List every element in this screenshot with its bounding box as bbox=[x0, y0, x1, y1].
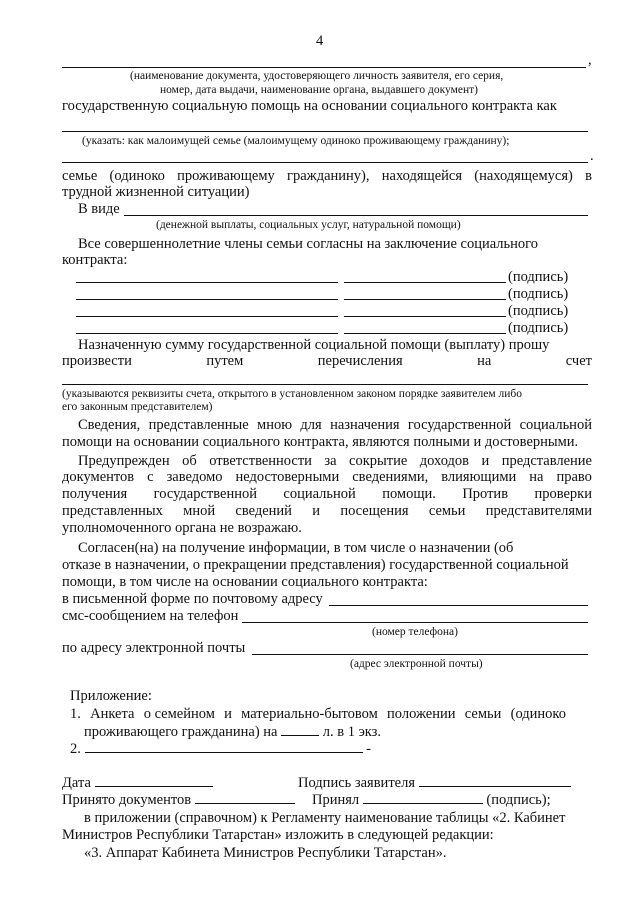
signature-label: (подпись) bbox=[508, 320, 569, 336]
annex-3: «3. Аппарат Кабинета Министров Республики Татарстан». bbox=[84, 845, 447, 861]
signature-label: (подпись) bbox=[508, 269, 569, 285]
consent-3: помощи, в том числе на основании социального контракта: bbox=[62, 574, 428, 590]
assigned-sum-2: произвести путем перечисления на счет bbox=[62, 353, 592, 369]
assigned-sum-1: Назначенную сумму государственной социальной помощи (выплату) прошу bbox=[78, 337, 550, 353]
signature-label: (подпись) bbox=[508, 303, 569, 319]
email-input-line[interactable] bbox=[252, 654, 588, 655]
docs-received-input-line[interactable] bbox=[195, 791, 295, 804]
contract-type-line bbox=[62, 131, 588, 132]
member-signature-input-line[interactable] bbox=[344, 299, 506, 300]
line-contract: государственную социальную помощь на основании социального контракта как bbox=[62, 98, 557, 114]
attachment-1b: проживающего гражданина) на л. в 1 экз. bbox=[84, 724, 382, 740]
annex-1: в приложении (справочном) к Регламенту наименование таблицы «2. Кабинет bbox=[84, 810, 566, 826]
identity-document-line bbox=[62, 67, 586, 68]
warned-4: представленных мной сведений и посещения семьи представителями bbox=[62, 503, 592, 519]
member-signature-input-line[interactable] bbox=[344, 282, 506, 283]
adult-members-1: Все совершеннолетние члены семьи согласны на заключение социального bbox=[78, 236, 539, 252]
member-name-input-line[interactable] bbox=[76, 282, 338, 283]
warned-1: Предупрежден об ответственности за сокрытие доходов и представление bbox=[78, 453, 592, 469]
line-family-1: семье (одиноко проживающему гражданину), находящейся (находящемуся) в bbox=[62, 168, 592, 184]
date-row: Дата bbox=[62, 774, 213, 792]
trailing-comma: , bbox=[588, 52, 592, 68]
applicant-signature-input-line[interactable] bbox=[419, 774, 571, 787]
hint-identity-document-2: номер, дата выдачи, наименование органа, выдавшего документ) bbox=[160, 84, 478, 96]
info-complete-1: Сведения, представленные мною для назначения государственной социальной bbox=[78, 417, 592, 433]
line-family-2: трудной жизненной ситуации) bbox=[62, 184, 250, 200]
member-name-input-line[interactable] bbox=[76, 299, 338, 300]
pages-count-input-line[interactable] bbox=[281, 723, 319, 736]
hint-phone: (номер телефона) bbox=[372, 626, 458, 638]
warned-2: документов с заведомо недостоверными сведениями, влияющими на право bbox=[62, 469, 592, 485]
postal-address-input-line[interactable] bbox=[329, 605, 588, 606]
by-email-label: по адресу электронной почты bbox=[62, 640, 246, 656]
by-sms-label: смс-сообщением на телефон bbox=[62, 608, 239, 624]
warned-5: уполномоченного органа не возражаю. bbox=[62, 520, 302, 536]
attachment-1a: 1. Анкета о семейном и материально-бытовом положении семьи (одиноко bbox=[70, 706, 566, 722]
form-label: В виде bbox=[78, 201, 120, 217]
account-input-line[interactable] bbox=[62, 384, 588, 385]
member-signature-input-line[interactable] bbox=[344, 333, 506, 334]
applicant-signature-row: Подпись заявителя bbox=[298, 774, 571, 792]
hint-account-2: его законным представителем) bbox=[62, 401, 213, 413]
attachment-title: Приложение: bbox=[70, 688, 152, 704]
trailing-period: . bbox=[590, 148, 594, 164]
hint-email: (адрес электронной почты) bbox=[350, 658, 483, 670]
hint-identity-document-1: (наименование документа, удостоверяющего личность заявителя, его серия, bbox=[130, 70, 504, 82]
hint-account-1: (указываются реквизиты счета, открытого в установленном законом порядке заявителем либо bbox=[62, 388, 523, 400]
annex-2: Министров Республики Татарстан» изложить в следующей редакции: bbox=[62, 827, 494, 843]
member-signature-input-line[interactable] bbox=[344, 316, 506, 317]
attachment-2: 2. - bbox=[70, 741, 371, 757]
by-post-label: в письменной форме по почтовому адресу bbox=[62, 591, 323, 607]
form-input-line[interactable] bbox=[124, 215, 588, 216]
warned-3: получения государственной социальной помощи. Против проверки bbox=[62, 486, 592, 502]
hint-form: (денежной выплаты, социальных услуг, натуральной помощи) bbox=[156, 219, 461, 231]
signature-label: (подпись) bbox=[508, 286, 569, 302]
attachment-2-input-line[interactable] bbox=[85, 740, 363, 753]
consent-2: отказе в назначении, о прекращении представления) государственной социальной bbox=[62, 557, 569, 573]
adult-members-2: контракта: bbox=[62, 252, 128, 268]
date-input-line[interactable] bbox=[95, 774, 213, 787]
page-number: 4 bbox=[316, 33, 324, 49]
docs-received-row: Принято документов bbox=[62, 791, 295, 809]
info-complete-2: помощи на основании социального контракта, являются полными и достоверными. bbox=[62, 434, 579, 450]
received-by-input-line[interactable] bbox=[363, 791, 483, 804]
phone-input-line[interactable] bbox=[242, 622, 588, 623]
member-name-input-line[interactable] bbox=[76, 316, 338, 317]
received-by-row: Принял (подпись); bbox=[312, 792, 551, 808]
consent-1: Согласен(на) на получение информации, в том числе о назначении (об bbox=[78, 540, 514, 556]
member-name-input-line[interactable] bbox=[76, 333, 338, 334]
contract-type-line-2 bbox=[62, 162, 588, 163]
hint-indicate: (указать: как малоимущей семье (малоимущему одиноко проживающему гражданину); bbox=[82, 135, 510, 147]
